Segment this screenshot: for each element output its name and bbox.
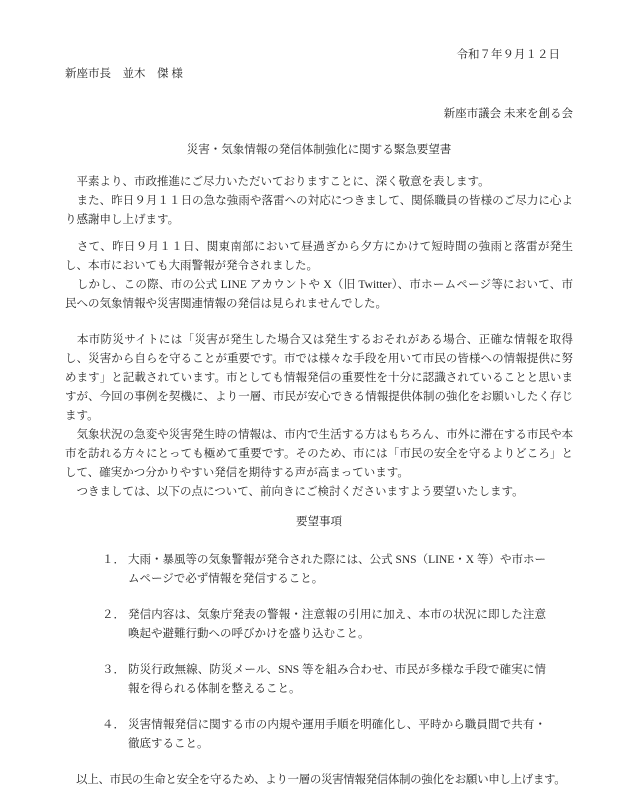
paragraph-disaster-site-quote: 本市防災サイトには「災害が発生した場合又は発生するおそれがある場合、正確な情報を取得し、災害から自らを守ることが重要です。市では様々な手段を用いて市民の皆様への情報提供に努めます」と記載されています。市としても情報発信の重要性を十分に認識されていることと思いますが、今回の事例を契機に、より一層、市民が安心できる情報提供体制の強化をお願いしたく存じます。 bbox=[65, 334, 573, 422]
document-title: 災害・気象情報の発信体制強化に関する緊急要望書 bbox=[186, 144, 452, 156]
request-item-4-text: 災害情報発信に関する市の内規や運用手順を明確化し、平時から職員間で共有・徹底すること。 bbox=[128, 719, 546, 750]
section-heading-requests: 要望事項 bbox=[296, 516, 342, 528]
paragraph-no-information: しかし、この際、市の公式 LINE アカウントや X（旧 Twitter）、市ホームページ等において、市民への気象情報や災害関連情報の発信は見られませんでした。 bbox=[65, 279, 573, 310]
request-item-list bbox=[65, 551, 573, 754]
paragraph-greeting: 平素より、市政推進にご尽力いただいておりますことに、深く敬意を表します。 bbox=[65, 176, 490, 188]
paragraph-importance: 気象状況の急変や災害発生時の情報は、市内で生活する方はもちろん、市外に滞在する市民や本市を訪れる方々にとっても極めて重要です。そのため、市には「市民の安全を守るよりどころ」として、確実かつ分かりやすい発信を期待する声が高まっています。 bbox=[65, 429, 573, 479]
paragraph-incident: さて、昨日９月１１日、関東南部において昼過ぎから夕方にかけて短時間の強雨と落雷が発生し、本市においても大雨警報が発令されました。 bbox=[65, 241, 573, 272]
request-item-3 bbox=[102, 661, 546, 699]
request-item-2 bbox=[102, 606, 546, 644]
request-item-1 bbox=[102, 551, 546, 589]
document-date: 令和７年９月１２日 bbox=[456, 49, 560, 61]
request-item-3-number: ３． bbox=[102, 664, 125, 676]
request-item-4-number: ４． bbox=[102, 719, 125, 731]
request-item-1-number: １． bbox=[102, 554, 125, 566]
request-item-4 bbox=[102, 716, 546, 754]
request-item-1-text: 大雨・暴風等の気象警報が発令された際には、公式 SNS（LINE・X 等）や市ホームページで必ず情報を発信すること。 bbox=[128, 554, 546, 585]
closing-paragraph: 以上、市民の生命と安全を守るため、より一層の災害情報発信体制の強化をお願い申し上げます。 bbox=[65, 774, 566, 786]
addressee-line: 新座市長 並木 傑 様 bbox=[65, 68, 183, 80]
sender-line: 新座市議会 未来を創る会 bbox=[443, 108, 573, 120]
paragraph-thanks: また、昨日９月１１日の急な強雨や落雷への対応につきまして、関係職員の皆様のご尽力に心より感謝申し上げます。 bbox=[65, 195, 573, 226]
request-item-3-text: 防災行政無線、防災メール、SNS 等を組み合わせ、市民が多様な手段で確実に情報を得られる体制を整えること。 bbox=[128, 664, 546, 695]
paragraph-request-intro: つきましては、以下の点について、前向きにご検討くださいますよう要望いたします。 bbox=[65, 486, 524, 498]
request-item-2-number: ２． bbox=[102, 609, 125, 621]
request-item-2-text: 発信内容は、気象庁発表の警報・注意報の引用に加え、本市の状況に即した注意喚起や避難行動への呼びかけを盛り込むこと。 bbox=[128, 609, 546, 640]
